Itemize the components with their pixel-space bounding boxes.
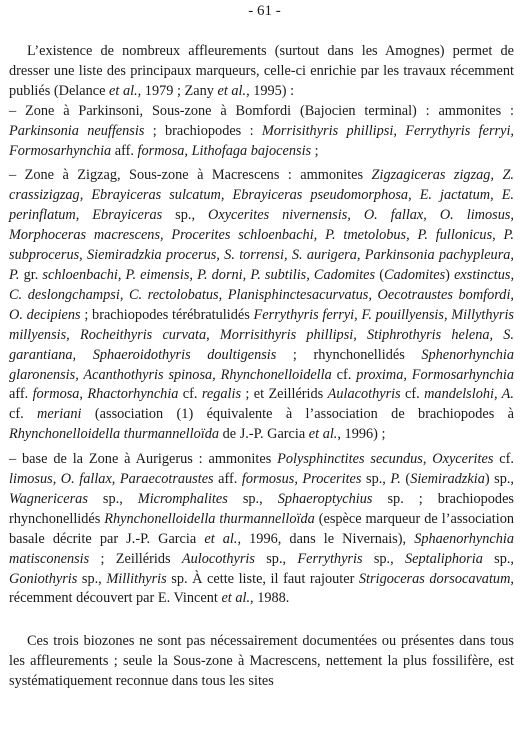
italic-run: Millithyris: [106, 570, 167, 587]
text-run: , 1996, dans le Nivernais),: [237, 530, 415, 547]
zone-zigzag-paragraph: [9, 166, 514, 445]
page-number: - 61 -: [248, 3, 281, 19]
text-run: aff.: [9, 386, 33, 403]
italic-run: et al.: [308, 426, 338, 443]
italic-run: Aulacothyris: [327, 386, 401, 403]
italic-run: schloenbachi, P. eimensis, P. dorni, P. subtilis, Cadomites: [42, 266, 376, 283]
text-run: (: [400, 471, 411, 488]
italic-run: Polysphinctites secundus, Oxycerites: [277, 451, 494, 468]
italic-run: Parkinsonia neuffensis: [9, 122, 145, 139]
italic-run: Rhynchonelloidella thurmannelloïda: [104, 510, 315, 527]
italic-run: proxima, Formosarhynchia: [356, 366, 514, 383]
text-run: Ces trois biozones ne sont pas nécessairement documentées ou présentes dans tous les affleurements ; seule la Sous-zone à Macrescens, nettement la plus fossilifère, est systématiquement reconnue dans tous les sites: [9, 633, 514, 690]
text-run: (espèce marqueur de l’association basale décrite par J.-P. Garcia: [9, 510, 514, 547]
italic-run: Sphaeroptychius: [277, 490, 373, 507]
text-run: sp. À cette liste, il faut rajouter: [166, 570, 359, 587]
italic-run: Ferrythyris ferryi, F. pouillyensis, Millythyris millyensis, Rocheithyris curvata, Morrisithyris phillipsi, Stiphrothyris helena, S. garantiana, Sphaeroidothyris doultigensis: [9, 306, 514, 363]
text-run: de J.-P. Garcia: [219, 426, 309, 443]
text-run: sp.,: [227, 490, 278, 507]
text-run: ) sp.,: [484, 471, 515, 488]
italic-run: Cadomites: [384, 266, 446, 283]
text-run: (: [375, 266, 384, 283]
text-run: sp.,: [362, 550, 405, 567]
italic-run: exstinctus, C. deslongchampsi, C. rectolobatus, Planisphinctesacurvatus, Oecotraustes bomfordi, O. decipiens: [9, 266, 515, 323]
text-run: ; brachiopodes térébratulidés: [80, 306, 254, 323]
text-run: cf.: [178, 386, 202, 403]
italic-run: P.: [390, 471, 401, 488]
text-run: , récemment découvert par E. Vincent: [9, 570, 514, 607]
text-run: sp.,: [77, 570, 107, 587]
zone-parkinsoni-paragraph: [9, 102, 514, 162]
italic-run: Ferrythyris: [297, 550, 363, 567]
text-run: ; rhynchonellidés: [276, 346, 422, 363]
italic-run: limosus, O. fallax, Paraecotraustes: [9, 471, 214, 488]
text-run: aff.: [111, 142, 138, 159]
text-run: , 1988.: [250, 590, 290, 607]
text-run: – Zone à Parkinsoni, Sous-zone à Bomfordi (Bajocien terminal) : ammonites :: [9, 102, 514, 119]
text-run: cf.: [9, 406, 38, 423]
italic-run: Sphaenorhynchia matisconensis: [9, 530, 514, 567]
italic-run: et al.: [217, 82, 247, 99]
italic-run: Wagnericeras: [9, 490, 88, 507]
italic-run: Strigoceras dorsocavatum: [358, 570, 511, 587]
text-run: sp.,: [482, 550, 515, 567]
text-run: aff.: [213, 471, 242, 488]
document-body: [9, 42, 514, 692]
text-run: sp. ; brachiopodes rhynchonellidés: [9, 490, 514, 527]
text-run: sp.,: [162, 207, 209, 224]
italic-run: formosus, Procerites: [241, 471, 362, 488]
italic-run: Siemiradzkia: [410, 471, 485, 488]
italic-run: meriani: [37, 406, 82, 423]
italic-run: Aulocothyris: [181, 550, 255, 567]
italic-run: Rhynchonelloidella thurmannelloïda: [9, 426, 220, 443]
italic-run: et al.: [109, 82, 138, 99]
italic-run: Micromphalites: [137, 490, 228, 507]
intro-paragraph: [9, 42, 514, 102]
text-run: ;: [311, 142, 319, 159]
text-run: , 1996) ;: [337, 426, 386, 443]
zone-aurigerus-paragraph: [9, 450, 514, 609]
text-run: ): [445, 266, 455, 283]
text-run: sp.,: [361, 471, 391, 488]
text-run: – base de la Zone à Aurigerus : ammonites: [9, 451, 278, 468]
italic-run: Sphenorhynchia glaronensis, Acanthothyris spinosa, Rhynchonelloidella: [9, 346, 514, 383]
italic-run: Septaliphoria: [405, 550, 483, 567]
italic-run: mandelslohi, A.: [424, 386, 514, 403]
text-run: , 1995) :: [246, 82, 295, 99]
conclusion-paragraph: [9, 632, 514, 692]
text-run: cf.: [493, 451, 514, 468]
text-run: cf.: [331, 366, 357, 383]
text-run: L’existence de nombreux affleurements (surtout dans les Amognes) permet de dresser une liste des principaux marqueurs, celle-ci enrichie par les travaux récemment publiés (Delance: [9, 43, 514, 99]
italic-run: et al.: [204, 530, 238, 547]
text-run: sp.,: [87, 490, 138, 507]
italic-run: Oxycerites nivernensis, O. fallax, O. limosus, Morphoceras macrescens, Procerites schloenbachi, P. tmetolobus, P. fullonicus, P. subprocerus, Siemiradzkia procerus, S. torrensi, S. aurigera, Parkinsonia pachypleura, P.: [9, 207, 515, 283]
text-run: sp.,: [254, 550, 298, 567]
italic-run: Goniothyris: [9, 570, 78, 587]
italic-run: et al.: [221, 590, 251, 607]
text-run: ; Zeillérids: [89, 550, 182, 567]
italic-run: formosa, Rhactorhynchia: [32, 386, 179, 403]
text-run: ; brachiopodes :: [144, 122, 262, 139]
italic-run: formosa, Lithofaga bajocensis: [137, 142, 312, 159]
text-run: cf.: [400, 386, 425, 403]
italic-run: Zigzagiceras zigzag, Z. crassizigzag, Ebrayiceras sulcatum, Ebrayiceras pseudomorphosa, E. jactatum, E. perinflatum, Ebrayiceras: [9, 167, 515, 224]
text-run: , 1979 ; Zany: [137, 82, 218, 99]
text-run: – Zone à Zigzag, Sous-zone à Macrescens : ammonites: [9, 167, 372, 184]
text-run: gr.: [19, 266, 43, 283]
italic-run: regalis: [201, 386, 242, 403]
italic-run: Morrisithyris phillipsi, Ferrythyris ferryi, Formosarhynchia: [9, 122, 515, 159]
text-run: (association (1) équivalente à l’association de brachiopodes à: [81, 406, 514, 423]
text-run: ; et Zeillérids: [241, 386, 328, 403]
